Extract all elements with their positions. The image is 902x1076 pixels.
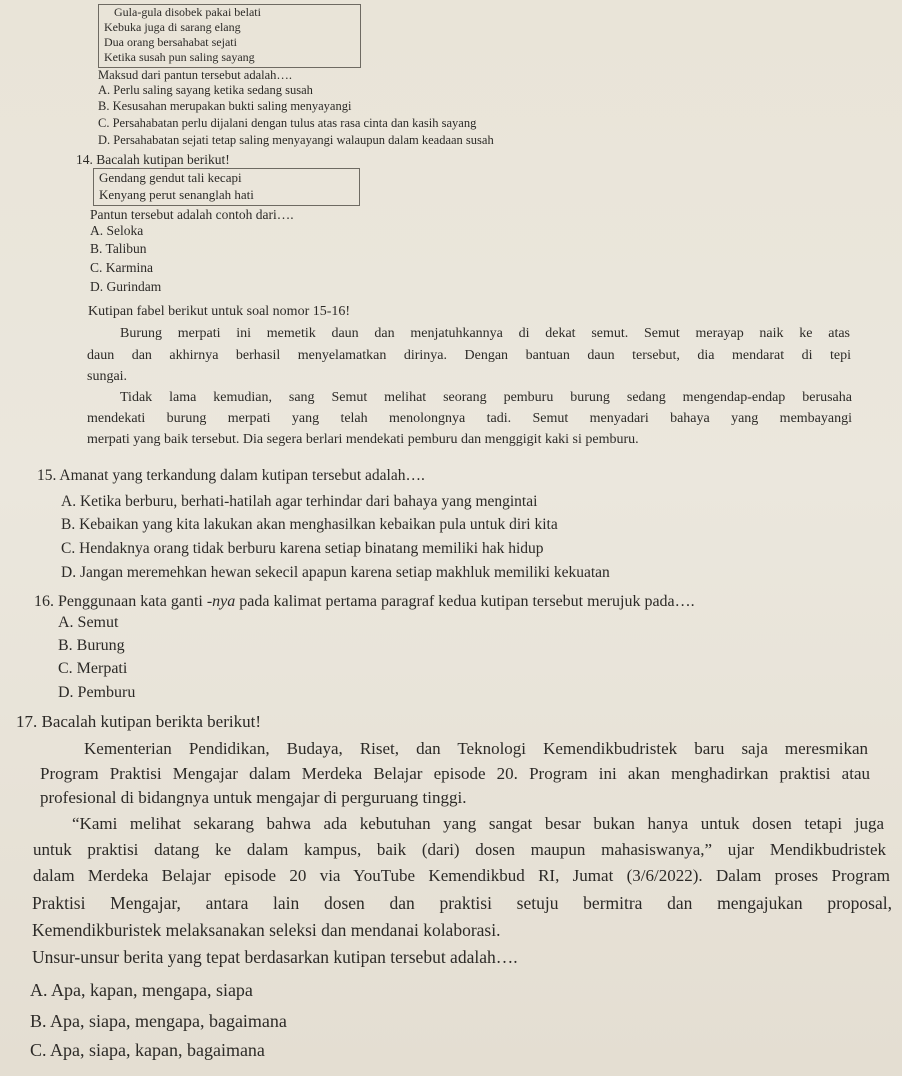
fable-p1-line: sungai. — [87, 369, 128, 384]
q14-option-b[interactable]: B. Talibun — [90, 241, 147, 256]
pantun-line: Kebuka juga di sarang elang — [104, 20, 241, 34]
fable-p2-line: Tidak lama kemudian, sang Semut melihat seorang pemburu burung sedang mengendap-endap berusaha — [120, 390, 852, 405]
q15-option-b[interactable]: B. Kebaikan yang kita lakukan akan menghasilkan kebaikan pula untuk diri kita — [61, 516, 558, 533]
q16-heading-em: nya — [212, 593, 236, 610]
fable-p1-line: Burung merpati ini memetik daun dan menjatuhkannya di dekat semut. Semut merayap naik ke atas — [120, 326, 850, 341]
q14-option-d[interactable]: D. Gurindam — [90, 279, 162, 294]
q13-prompt: Maksud dari pantun tersebut adalah…. — [98, 68, 293, 82]
quote-line: Gendang gendut tali kecapi — [99, 170, 242, 185]
quote-line: Kenyang perut senanglah hati — [99, 187, 254, 202]
q14-option-c[interactable]: C. Karmina — [90, 260, 153, 275]
q16-heading — [34, 593, 695, 611]
q17-p1-line: profesional di bidangnya untuk mengajar di perguruang tinggi. — [40, 788, 467, 807]
q17-p2-line: Praktisi Mengajar, antara lain dosen dan praktisi setuju bermitra dan mengajukan proposal, — [32, 893, 892, 913]
q15-option-a[interactable]: A. Ketika berburu, berhati-hatilah agar terhindar dari bahaya yang mengintai — [61, 493, 538, 510]
fable-p2-line: merpati yang baik tersebut. Dia segera berlari mendekati pemburu dan menggigit kaki si pemburu. — [87, 432, 639, 447]
q17-option-a[interactable]: A. Apa, kapan, mengapa, siapa — [30, 980, 253, 1000]
q16-option-a[interactable]: A. Semut — [58, 614, 119, 631]
q13-pantun-box — [98, 4, 361, 68]
q16-option-c[interactable]: C. Merpati — [58, 660, 128, 677]
q17-p2-line: Kemendikburistek melaksanakan seleksi dan mendanai kolaborasi. — [32, 920, 501, 940]
fable-p2-line: mendekati burung merpati yang telah menolongnya tadi. Semut menyadari bahaya yang membayangi — [87, 411, 852, 426]
q13-option-b[interactable]: B. Kesusahan merupakan bukti saling menyayangi — [98, 99, 352, 113]
pantun-line: Dua orang bersahabat sejati — [104, 35, 237, 49]
q14-prompt: Pantun tersebut adalah contoh dari…. — [90, 207, 294, 222]
q14-option-a[interactable]: A. Seloka — [90, 223, 144, 238]
q13-option-c[interactable]: C. Persahabatan perlu dijalani dengan tulus atas rasa cinta dan kasih sayang — [98, 116, 477, 130]
q17-p2-line: untuk praktisi datang ke dalam kampus, baik (dari) dosen maupun mahasiswanya,” ujar Mendikbudristek — [33, 840, 886, 859]
q15-option-c[interactable]: C. Hendaknya orang tidak berburu karena setiap binatang memiliki hak hidup — [61, 540, 544, 557]
q17-option-c[interactable]: C. Apa, siapa, kapan, bagaimana — [30, 1040, 265, 1060]
q16-heading-pre: 16. Penggunaan kata ganti - — [34, 593, 213, 610]
q15-heading: 15. Amanat yang terkandung dalam kutipan tersebut adalah…. — [37, 467, 425, 484]
q17-p2-line: dalam Merdeka Belajar episode 20 via YouTube Kemendikbud RI, Jumat (3/6/2022). Dalam proses Program — [33, 866, 890, 885]
q14-quote-box — [93, 168, 360, 206]
q16-option-b[interactable]: B. Burung — [58, 637, 125, 654]
q13-option-a[interactable]: A. Perlu saling sayang ketika sedang susah — [98, 83, 313, 97]
fable-p1-line: daun dan akhirnya berhasil menyelamatkan dirinya. Dengan bantuan daun tersebut, dia mendarat di tepi — [87, 348, 851, 363]
q15-option-d[interactable]: D. Jangan meremehkan hewan sekecil apapun karena setiap makhluk memiliki kekuatan — [61, 564, 610, 581]
pantun-line: Ketika susah pun saling sayang — [104, 50, 255, 64]
q16-heading-post: pada kalimat pertama paragraf kedua kutipan tersebut merujuk pada…. — [235, 593, 695, 610]
q16-option-d[interactable]: D. Pemburu — [58, 684, 136, 701]
fable-intro: Kutipan fabel berikut untuk soal nomor 15-16! — [88, 304, 351, 319]
q13-option-d[interactable]: D. Persahabatan sejati tetap saling menyayangi walaupun dalam keadaan susah — [98, 133, 494, 147]
q14-heading: 14. Bacalah kutipan berikut! — [76, 152, 230, 167]
q17-p2-line: “Kami melihat sekarang bahwa ada kebutuhan yang sangat besar bukan hanya untuk dosen tetapi juga — [72, 814, 884, 833]
q17-prompt: Unsur-unsur berita yang tepat berdasarkan kutipan tersebut adalah…. — [32, 947, 518, 967]
q17-p1-line: Kementerian Pendidikan, Budaya, Riset, dan Teknologi Kemendikbudristek baru saja meresmikan — [84, 739, 868, 758]
pantun-line: Gula-gula disobek pakai belati — [114, 5, 261, 19]
q17-heading: 17. Bacalah kutipan berikta berikut! — [16, 712, 261, 731]
q17-p1-line: Program Praktisi Mengajar dalam Merdeka Belajar episode 20. Program ini akan menghadirkan praktisi atau — [40, 764, 870, 783]
q17-option-b[interactable]: B. Apa, siapa, mengapa, bagaimana — [30, 1011, 287, 1031]
